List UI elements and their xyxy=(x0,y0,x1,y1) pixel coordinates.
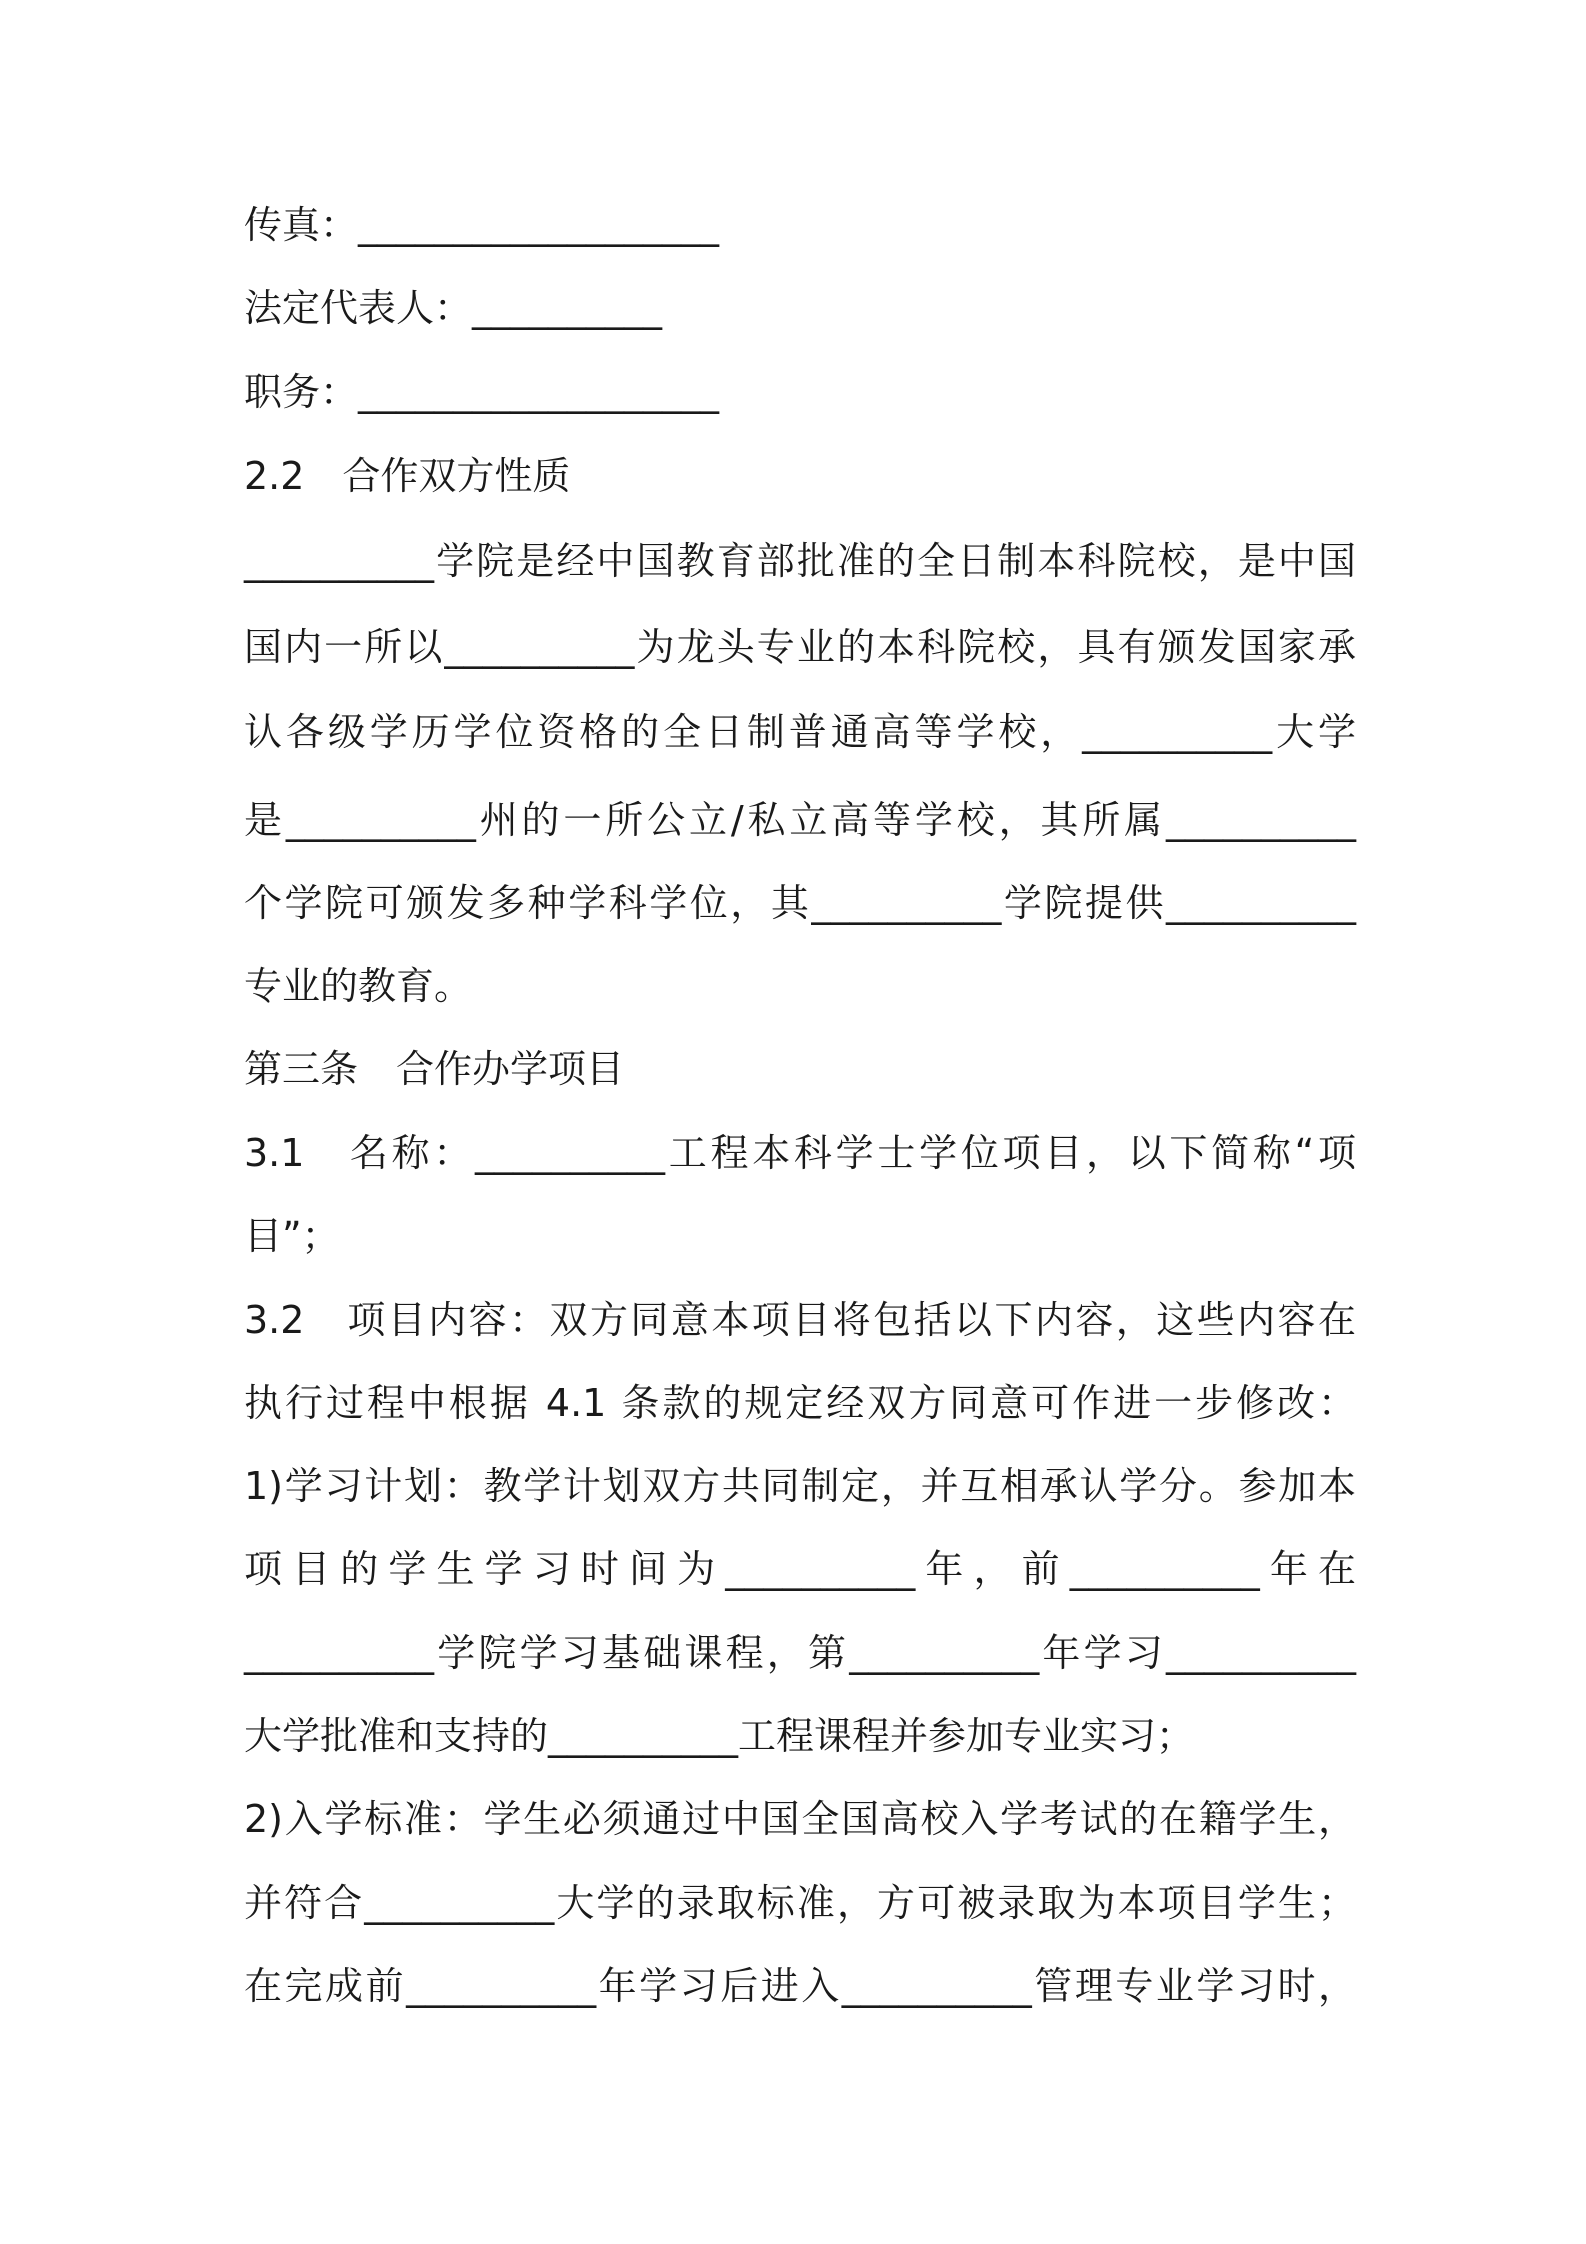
paragraph-line: 国内一所以__________为龙头专业的本科院校，具有颁发国家承 xyxy=(244,625,1356,669)
paragraph-line: __________学院学习基础课程，第__________年学习__________ xyxy=(244,1631,1356,1675)
paragraph-line: 专业的教育。 xyxy=(244,964,473,1008)
position-line: 职务：___________________ xyxy=(244,370,720,414)
paragraph-line: 认各级学历学位资格的全日制普通高等学校，__________大学 xyxy=(244,710,1356,754)
article-3-heading: 第三条 合作办学项目 xyxy=(244,1047,625,1091)
paragraph-line: 3.2 项目内容：双方同意本项目将包括以下内容，这些内容在 xyxy=(244,1298,1356,1342)
paragraph-line: 2)入学标准：学生必须通过中国全国高校入学考试的在籍学生， xyxy=(244,1797,1356,1841)
paragraph-line: 项目的学生学习时间为__________年，前__________年在 xyxy=(244,1547,1356,1591)
legal-representative-line: 法定代表人：__________ xyxy=(244,286,663,330)
paragraph-line: 在完成前__________年学习后进入__________管理专业学习时， xyxy=(244,1964,1356,2008)
paragraph-line: 1)学习计划：教学计划双方共同制定，并互相承认学分。参加本 xyxy=(244,1464,1356,1508)
paragraph-line: 执行过程中根据 4.1 条款的规定经双方同意可作进一步修改： xyxy=(244,1381,1356,1425)
paragraph-line: __________学院是经中国教育部批准的全日制本科院校，是中国 xyxy=(244,539,1356,583)
paragraph-line: 个学院可颁发多种学科学位，其__________学院提供__________ xyxy=(244,881,1356,925)
paragraph-line: 大学批准和支持的__________工程课程并参加专业实习； xyxy=(244,1714,1195,1758)
paragraph-line: 3.1 名称：__________工程本科学士学位项目，以下简称“项 xyxy=(244,1131,1356,1175)
paragraph-line: 并符合__________大学的录取标准，方可被录取为本项目学生； xyxy=(244,1881,1356,1925)
paragraph-line: 是__________州的一所公立/私立高等学校，其所属__________ xyxy=(244,798,1356,842)
section-2-2-heading: 2.2 合作双方性质 xyxy=(244,454,571,498)
paragraph-line: 目”； xyxy=(244,1214,340,1258)
fax-line: 传真：___________________ xyxy=(244,203,720,247)
